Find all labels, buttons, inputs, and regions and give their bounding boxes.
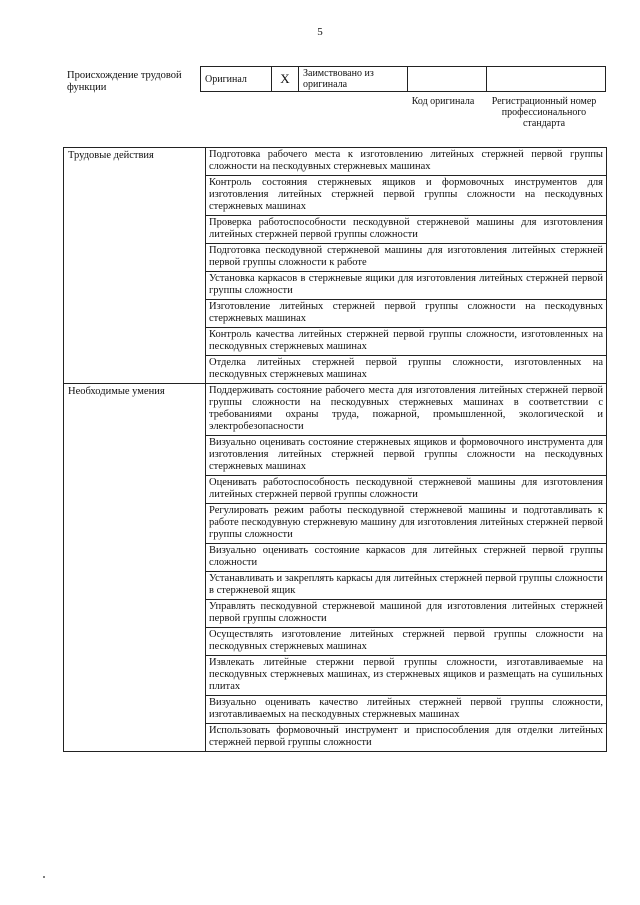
section-item: Визуально оценивать качество литейных стержней первой группы сложности, изготавливаемых на пескодувных стержневых машинах bbox=[206, 696, 607, 724]
section-item: Визуально оценивать состояние каркасов для литейных стержней первой группы сложности bbox=[206, 544, 607, 572]
table-row bbox=[64, 384, 607, 436]
page-number: 5 bbox=[317, 26, 323, 38]
registration-number-cell bbox=[487, 67, 606, 92]
table-row bbox=[64, 148, 607, 176]
original-cell: Оригинал bbox=[201, 67, 272, 92]
registration-caption: Регистрационный номер профессионального стандарта bbox=[491, 96, 597, 129]
section-item: Извлекать литейные стержни первой группы сложности, изготавливаемые на пескодувных стержневых машинах, из стержневых ящиков и размещать на сушильных плитах bbox=[206, 656, 607, 696]
section-item: Устанавливать и закреплять каркасы для литейных стержней первой группы сложности в стержневой ящик bbox=[206, 572, 607, 600]
section-item: Оценивать работоспособность пескодувной стержневой машины для изготовления литейных стержней первой группы сложности bbox=[206, 476, 607, 504]
section-item: Осуществлять изготовление литейных стержней первой группы сложности на пескодувных стержневых машинах bbox=[206, 628, 607, 656]
section-item: Контроль состояния стержневых ящиков и формовочных инструментов для изготовления литейных стержней первой группы сложности на пескодувных стержневых машинах bbox=[206, 176, 607, 216]
original-mark: X bbox=[272, 67, 299, 92]
section-item: Контроль качества литейных стержней первой группы сложности, изготовленных на пескодувных стержневых машинах bbox=[206, 328, 607, 356]
section-item: Поддерживать состояние рабочего места для изготовления литейных стержней первой группы сложности на пескодувных стержневых машинах в соответствии с требованиями охраны труда, пожарной, промышленной, экологической и электробезопасности bbox=[206, 384, 607, 436]
section-item: Подготовка пескодувной стержневой машины для изготовления литейных стержней первой группы сложности к работе bbox=[206, 244, 607, 272]
section-item: Изготовление литейных стержней первой группы сложности на пескодувных стержневых машинах bbox=[206, 300, 607, 328]
section-item: Регулировать режим работы пескодувной стержневой машины и подготавливать к работе пескодувную стержневую машину для изготовления литейных стержней первой группы сложности bbox=[206, 504, 607, 544]
code-original-cell bbox=[408, 67, 487, 92]
borrowed-cell: Заимствовано из оригинала bbox=[299, 67, 408, 92]
section-title: Необходимые умения bbox=[64, 384, 206, 752]
origin-label: Происхождение трудовой функции bbox=[67, 70, 182, 93]
section-item: Подготовка рабочего места к изготовлению литейных стержней первой группы сложности на пескодувных стержневых машинах bbox=[206, 148, 607, 176]
section-item: Проверка работоспособности пескодувной стержневой машины для изготовления литейных стержней первой группы сложности bbox=[206, 216, 607, 244]
section-title: Трудовые действия bbox=[64, 148, 206, 384]
code-caption: Код оригинала bbox=[411, 96, 475, 107]
origin-table bbox=[200, 66, 606, 92]
section-item: Использовать формовочный инструмент и приспособления для отделки литейных стержней первой группы сложности bbox=[206, 724, 607, 752]
section-item: Управлять пескодувной стержневой машиной для изготовления литейных стержней первой группы сложности bbox=[206, 600, 607, 628]
scan-speck bbox=[43, 876, 45, 878]
section-item: Отделка литейных стержней первой группы сложности, изготовленных на пескодувных стержневых машинах bbox=[206, 356, 607, 384]
labor-function-table bbox=[63, 147, 607, 752]
section-item: Визуально оценивать состояние стержневых ящиков и формовочного инструмента для изготовления литейных стержней первой группы сложности на пескодувных стержневых машинах bbox=[206, 436, 607, 476]
section-item: Установка каркасов в стержневые ящики для изготовления литейных стержней первой группы сложности bbox=[206, 272, 607, 300]
